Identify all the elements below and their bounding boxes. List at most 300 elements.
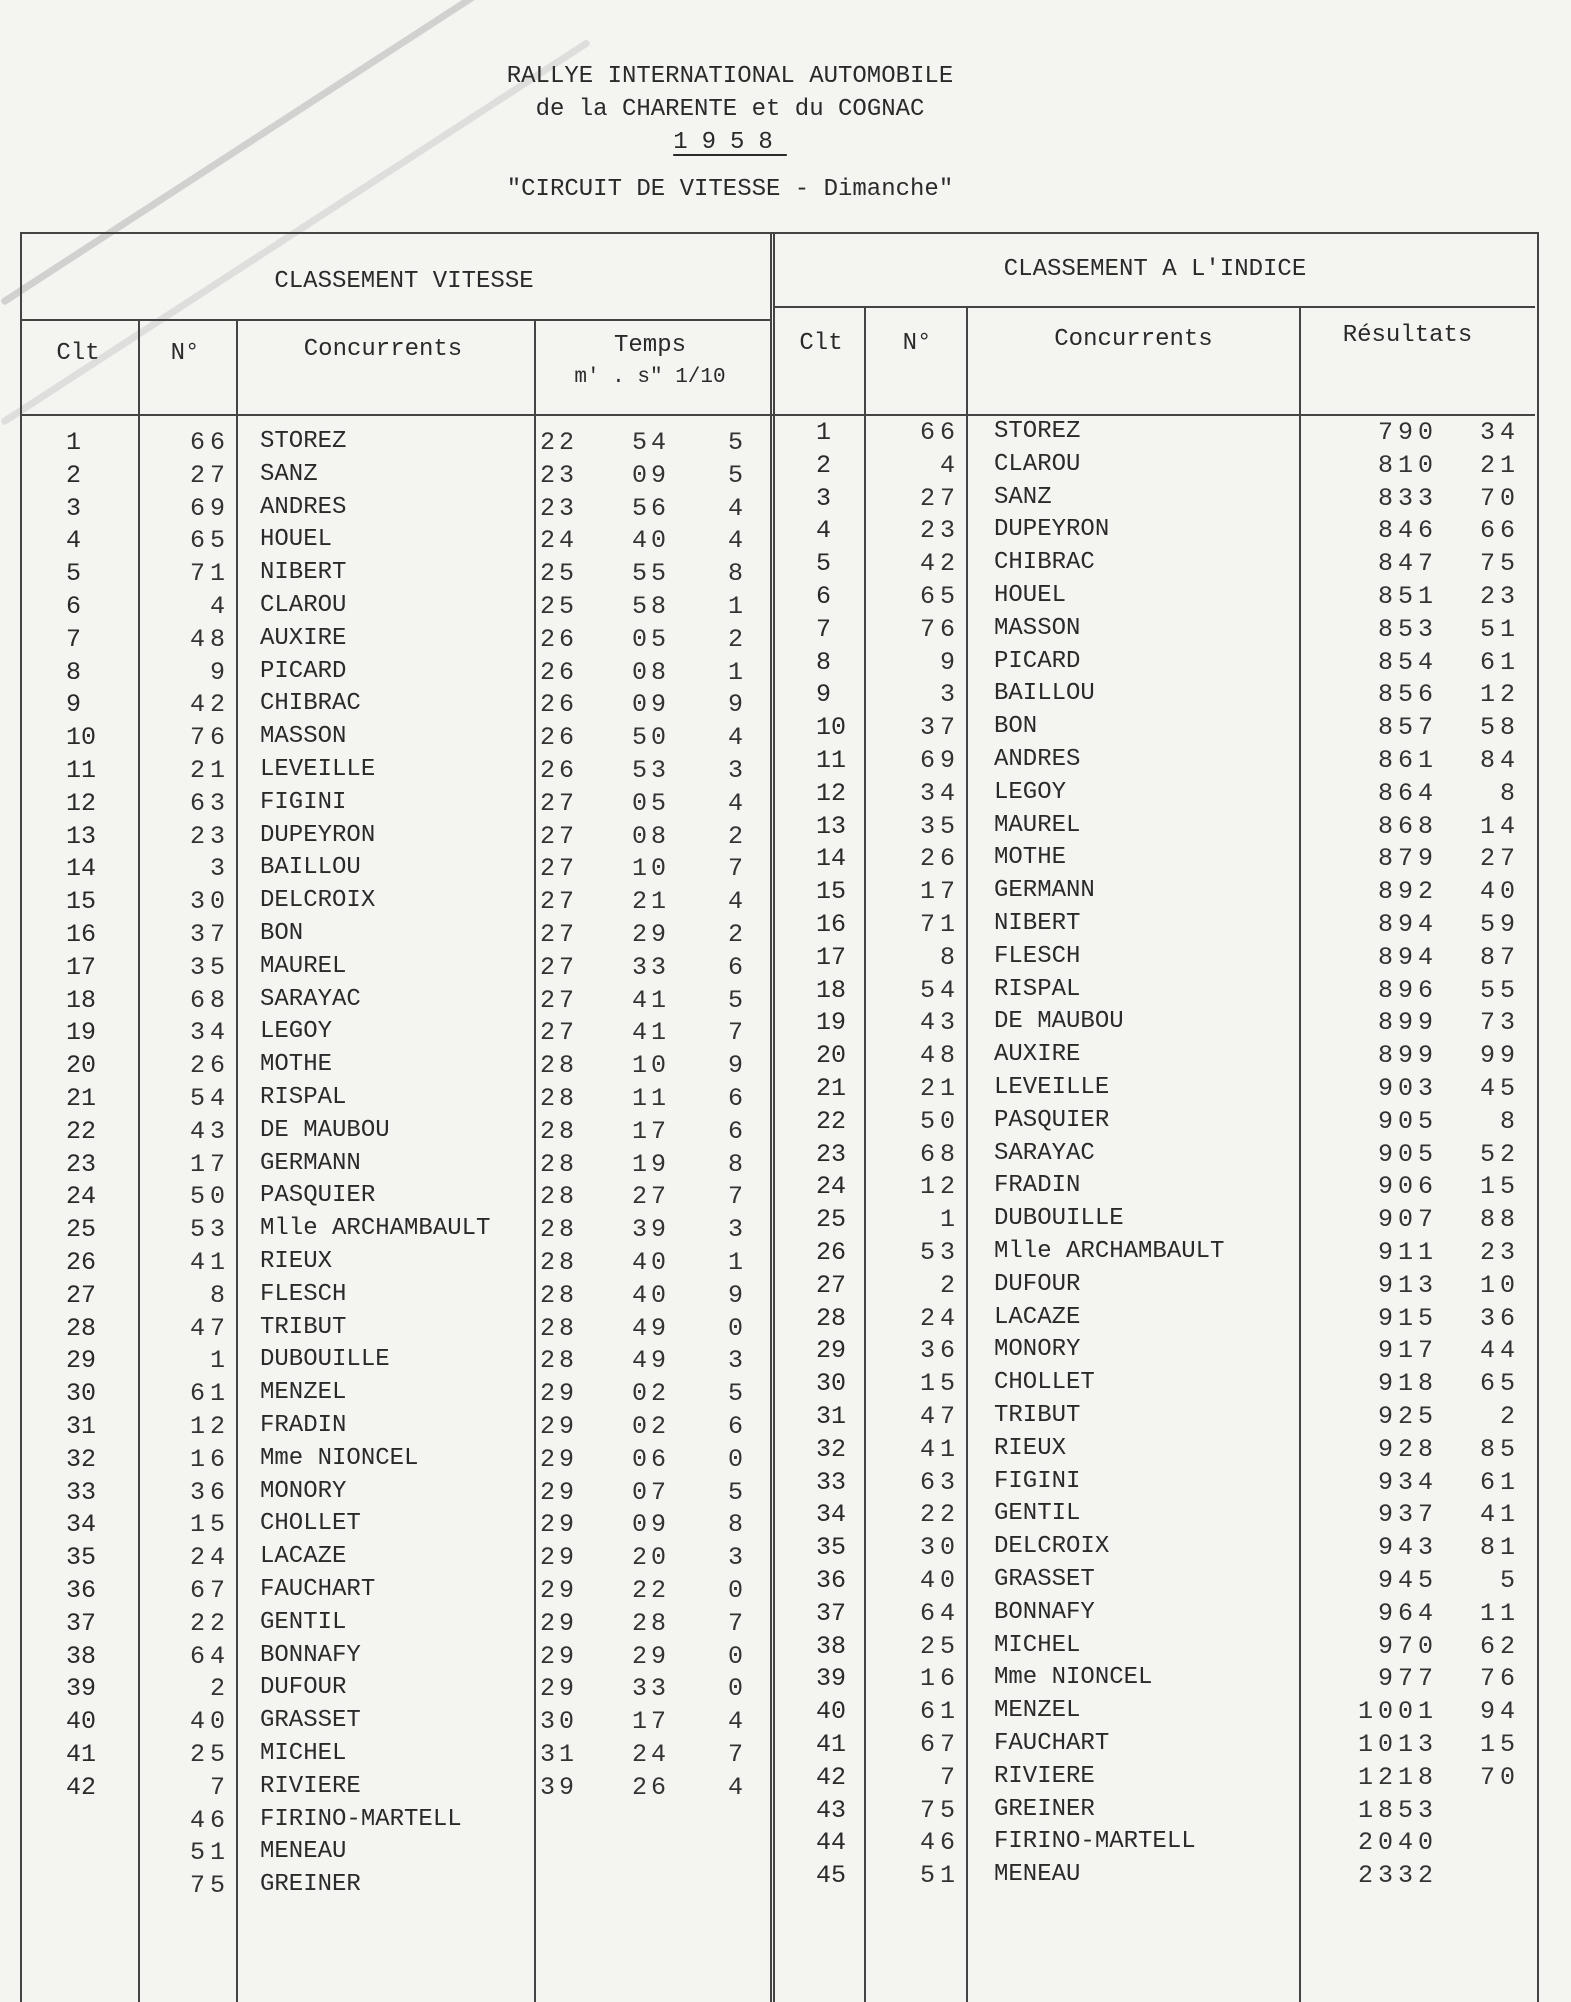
result-decimal-cell: 70 [1479, 1762, 1520, 1792]
time-seconds-cell: 33 [632, 1674, 671, 1704]
car-number-cell: 71 [189, 559, 230, 589]
competitor-name-cell: TRIBUT [260, 1313, 347, 1341]
car-number-cell: 34 [189, 1018, 230, 1048]
car-number-cell: 63 [919, 1467, 960, 1497]
car-number-cell: 15 [189, 1510, 230, 1540]
car-number-cell: 66 [189, 428, 230, 457]
rank-cell: 28 [66, 1313, 97, 1343]
left-section-title: CLASSEMENT VITESSE [274, 268, 534, 295]
car-number-cell: 40 [919, 1566, 960, 1595]
time-minutes-cell: 27 [540, 920, 579, 949]
right-header-no: N° [902, 330, 932, 357]
result-integer-cell: 864 [1377, 778, 1438, 808]
time-seconds-cell: 09 [632, 690, 671, 720]
time-tenths-cell: 1 [728, 592, 748, 621]
header-subtitle: "CIRCUIT DE VITESSE - Dimanche" [506, 176, 954, 203]
table-row [0, 1271, 1571, 1304]
rank-cell: 26 [816, 1238, 847, 1267]
time-minutes-cell: 26 [540, 756, 579, 785]
result-decimal-cell: 81 [1479, 1533, 1520, 1563]
time-minutes-cell: 39 [540, 1772, 579, 1802]
competitor-name-cell: STOREZ [260, 428, 347, 455]
competitor-name-cell: PASQUIER [994, 1106, 1110, 1134]
time-tenths-cell: 8 [728, 1149, 748, 1179]
rank-cell: 2 [66, 460, 82, 490]
rank-cell: 34 [66, 1510, 97, 1540]
result-integer-cell: 918 [1377, 1369, 1438, 1399]
result-integer-cell: 2040 [1357, 1828, 1438, 1858]
result-decimal-cell: 99 [1479, 1041, 1520, 1071]
section-title-divider-left [22, 319, 770, 321]
competitor-name-cell: RISPAL [260, 1084, 347, 1111]
car-number-cell: 26 [919, 844, 960, 874]
result-integer-cell: 853 [1377, 614, 1438, 644]
time-minutes-cell: 27 [540, 985, 579, 1015]
result-decimal-cell: 36 [1479, 1303, 1520, 1333]
competitor-name-cell: CHIBRAC [994, 549, 1095, 577]
result-integer-cell: 906 [1377, 1172, 1438, 1202]
rank-cell: 25 [816, 1205, 847, 1235]
time-seconds-cell: 05 [632, 624, 671, 654]
time-tenths-cell: 0 [728, 1641, 748, 1671]
time-tenths-cell: 6 [728, 1412, 748, 1441]
car-number-cell: 61 [919, 1697, 960, 1727]
rank-cell: 19 [66, 1018, 97, 1048]
right-header-resultats: Résultats [1342, 322, 1473, 349]
time-tenths-cell: 2 [728, 821, 748, 851]
competitor-name-cell: STOREZ [994, 418, 1081, 445]
time-minutes-cell: 28 [540, 1313, 579, 1343]
car-number-cell: 37 [189, 920, 230, 949]
result-decimal-cell: 15 [1479, 1172, 1520, 1202]
right-section-title: CLASSEMENT A L'INDICE [1003, 256, 1307, 283]
competitor-name-cell: FIGINI [260, 788, 347, 816]
car-number-cell: 23 [919, 516, 960, 546]
rank-cell: 42 [816, 1762, 847, 1792]
time-tenths-cell: 7 [728, 1018, 748, 1048]
rank-cell: 6 [816, 582, 832, 611]
result-integer-cell: 903 [1377, 1074, 1438, 1103]
time-seconds-cell: 02 [632, 1412, 671, 1441]
car-number-cell: 42 [189, 690, 230, 720]
car-number-cell: 75 [189, 1871, 230, 1901]
time-seconds-cell: 08 [632, 821, 671, 851]
header-line-2: de la CHARENTE et du COGNAC [535, 96, 925, 123]
column-header-divider [22, 414, 1535, 416]
car-number-cell: 54 [919, 975, 960, 1005]
time-tenths-cell: 4 [728, 1772, 748, 1802]
result-decimal-cell: 27 [1479, 844, 1520, 874]
result-integer-cell: 907 [1377, 1205, 1438, 1235]
competitor-name-cell: Mme NIONCEL [994, 1664, 1153, 1692]
car-number-cell: 36 [919, 1336, 960, 1366]
competitor-name-cell: ANDRES [994, 746, 1081, 773]
car-number-cell: 61 [189, 1379, 230, 1409]
result-decimal-cell: 41 [1479, 1500, 1520, 1530]
car-number-cell: 48 [919, 1041, 960, 1071]
time-seconds-cell: 54 [632, 428, 671, 457]
result-decimal-cell: 23 [1479, 582, 1520, 611]
result-integer-cell: 846 [1377, 516, 1438, 546]
car-number-cell: 43 [189, 1116, 230, 1146]
car-number-cell: 8 [939, 942, 960, 972]
time-minutes-cell: 29 [540, 1412, 579, 1441]
competitor-name-cell: MICHEL [260, 1740, 347, 1767]
header-year: 1958 [673, 129, 787, 156]
car-number-cell: 23 [189, 821, 230, 851]
table-row [0, 1566, 1571, 1599]
result-decimal-cell: 55 [1479, 975, 1520, 1005]
rank-cell: 11 [816, 746, 847, 775]
result-integer-cell: 1853 [1357, 1795, 1438, 1825]
car-number-cell: 17 [189, 1149, 230, 1179]
table-row [0, 1074, 1571, 1107]
table-row [0, 1336, 1571, 1369]
time-tenths-cell: 5 [728, 1379, 748, 1409]
left-header-concurrents: Concurrents [303, 336, 463, 363]
rank-cell: 10 [66, 723, 97, 753]
time-minutes-cell: 27 [540, 887, 579, 917]
result-decimal-cell: 8 [1499, 1106, 1520, 1136]
competitor-name-cell: GRASSET [260, 1707, 361, 1735]
competitor-name-cell: MENEAU [994, 1861, 1081, 1889]
competitor-name-cell: GENTIL [994, 1500, 1081, 1528]
competitor-name-cell: DE MAUBOU [994, 1008, 1124, 1036]
competitor-name-cell: LEVEILLE [994, 1074, 1110, 1101]
rank-cell: 12 [66, 788, 97, 818]
time-seconds-cell: 40 [632, 526, 671, 556]
competitor-name-cell: RISPAL [994, 975, 1081, 1003]
competitor-name-cell: MAUREL [994, 811, 1081, 839]
competitor-name-cell: MONORY [260, 1477, 347, 1505]
car-number-cell: 53 [919, 1238, 960, 1267]
result-integer-cell: 899 [1377, 1041, 1438, 1071]
competitor-name-cell: RIEUX [994, 1434, 1067, 1462]
rank-cell: 36 [66, 1576, 97, 1605]
time-tenths-cell: 9 [728, 1280, 748, 1310]
car-number-cell: 1 [939, 1205, 960, 1235]
result-integer-cell: 964 [1377, 1598, 1438, 1628]
rank-cell: 32 [66, 1444, 97, 1474]
result-integer-cell: 879 [1377, 844, 1438, 874]
car-number-cell: 67 [189, 1576, 230, 1605]
time-tenths-cell: 6 [728, 1116, 748, 1146]
car-number-cell: 68 [189, 985, 230, 1015]
result-integer-cell: 892 [1377, 877, 1438, 907]
result-decimal-cell: 52 [1479, 1139, 1520, 1169]
competitor-name-cell: AUXIRE [260, 624, 347, 652]
competitor-name-cell: BON [260, 920, 304, 947]
table-row [0, 910, 1571, 943]
time-seconds-cell: 49 [632, 1346, 671, 1376]
rank-cell: 22 [66, 1116, 97, 1146]
time-seconds-cell: 21 [632, 887, 671, 917]
result-integer-cell: 894 [1377, 942, 1438, 972]
competitor-name-cell: RIEUX [260, 1248, 333, 1275]
rank-cell: 17 [66, 952, 97, 982]
car-number-cell: 15 [919, 1369, 960, 1399]
car-number-cell: 65 [189, 526, 230, 556]
competitor-name-cell: GERMANN [260, 1149, 361, 1177]
result-decimal-cell: 75 [1479, 549, 1520, 579]
car-number-cell: 2 [209, 1674, 230, 1704]
result-integer-cell: 934 [1377, 1467, 1438, 1497]
time-tenths-cell: 5 [728, 428, 748, 457]
table-row [0, 1861, 1571, 1894]
result-decimal-cell: 58 [1479, 713, 1520, 743]
time-minutes-cell: 28 [540, 1248, 579, 1277]
car-number-cell: 67 [919, 1730, 960, 1759]
time-minutes-cell: 28 [540, 1346, 579, 1376]
time-minutes-cell: 28 [540, 1215, 579, 1245]
rank-cell: 37 [816, 1598, 847, 1628]
time-seconds-cell: 20 [632, 1543, 671, 1573]
rank-cell: 7 [816, 614, 832, 644]
competitor-name-cell: TRIBUT [994, 1402, 1081, 1429]
table-row [0, 1172, 1571, 1205]
time-tenths-cell: 7 [728, 1608, 748, 1638]
rank-cell: 14 [816, 844, 847, 874]
time-tenths-cell: 4 [728, 723, 748, 753]
table-row [0, 1730, 1571, 1763]
rank-cell: 5 [66, 559, 82, 589]
result-integer-cell: 905 [1377, 1139, 1438, 1169]
car-number-cell: 3 [939, 680, 960, 710]
competitor-name-cell: MAUREL [260, 952, 347, 980]
result-integer-cell: 856 [1377, 680, 1438, 710]
rank-cell: 26 [66, 1248, 97, 1277]
rank-cell: 3 [66, 493, 82, 523]
time-minutes-cell: 31 [540, 1740, 579, 1769]
time-seconds-cell: 41 [632, 985, 671, 1015]
rank-cell: 23 [816, 1139, 847, 1169]
rank-cell: 7 [66, 624, 82, 654]
time-tenths-cell: 4 [728, 526, 748, 556]
car-number-cell: 12 [189, 1412, 230, 1441]
time-tenths-cell: 7 [728, 1740, 748, 1769]
rank-cell: 8 [816, 647, 832, 677]
right-header-clt: Clt [799, 330, 843, 357]
rank-cell: 12 [816, 778, 847, 808]
competitor-name-cell: LEGOY [994, 778, 1067, 806]
time-minutes-cell: 29 [540, 1576, 579, 1605]
result-decimal-cell: 10 [1479, 1270, 1520, 1300]
competitor-name-cell: DUPEYRON [260, 821, 376, 849]
time-tenths-cell: 5 [728, 460, 748, 490]
car-number-cell: 21 [189, 756, 230, 785]
time-tenths-cell: 6 [728, 1084, 748, 1113]
competitor-name-cell: MICHEL [994, 1631, 1081, 1659]
table-row [0, 1369, 1571, 1402]
time-tenths-cell: 8 [728, 559, 748, 589]
rank-cell: 1 [66, 428, 82, 457]
table-row [0, 1435, 1571, 1468]
competitor-name-cell: CHIBRAC [260, 690, 361, 718]
time-seconds-cell: 17 [632, 1116, 671, 1146]
result-integer-cell: 833 [1377, 483, 1438, 513]
car-number-cell: 69 [919, 746, 960, 775]
time-tenths-cell: 4 [728, 887, 748, 917]
rank-cell: 4 [66, 526, 82, 556]
car-number-cell: 22 [919, 1500, 960, 1530]
car-number-cell: 1 [209, 1346, 230, 1376]
competitor-name-cell: PASQUIER [260, 1182, 376, 1210]
rank-cell: 15 [66, 887, 97, 917]
left-header-no: N° [170, 340, 200, 367]
time-minutes-cell: 26 [540, 690, 579, 720]
competitor-name-cell: AUXIRE [994, 1041, 1081, 1069]
time-tenths-cell: 4 [728, 1707, 748, 1737]
result-integer-cell: 928 [1377, 1434, 1438, 1464]
result-decimal-cell: 70 [1479, 483, 1520, 513]
competitor-name-cell: DUPEYRON [994, 516, 1110, 544]
competitor-name-cell: BONNAFY [260, 1641, 361, 1669]
time-minutes-cell: 27 [540, 952, 579, 982]
result-decimal-cell: 44 [1479, 1336, 1520, 1366]
competitor-name-cell: NIBERT [994, 910, 1081, 937]
table-row [0, 516, 1571, 549]
car-number-cell: 66 [919, 418, 960, 447]
time-minutes-cell: 26 [540, 723, 579, 753]
table-row [0, 1041, 1571, 1074]
result-integer-cell: 977 [1377, 1664, 1438, 1694]
rank-cell: 37 [66, 1608, 97, 1638]
car-number-cell: 64 [919, 1598, 960, 1628]
rank-cell: 30 [66, 1379, 97, 1409]
car-number-cell: 8 [209, 1280, 230, 1310]
rank-cell: 45 [816, 1861, 847, 1891]
car-number-cell: 9 [939, 647, 960, 677]
car-number-cell: 48 [189, 624, 230, 654]
time-seconds-cell: 29 [632, 920, 671, 949]
competitor-name-cell: FIRINO-MARTELL [260, 1805, 462, 1833]
time-tenths-cell: 0 [728, 1576, 748, 1605]
time-seconds-cell: 58 [632, 592, 671, 621]
time-minutes-cell: 29 [540, 1477, 579, 1507]
competitor-name-cell: HOUEL [260, 526, 333, 554]
table-row [0, 1205, 1571, 1238]
rank-cell: 15 [816, 877, 847, 907]
competitor-name-cell: MASSON [994, 614, 1081, 642]
rank-cell: 40 [66, 1707, 97, 1737]
car-number-cell: 51 [189, 1838, 230, 1868]
car-number-cell: 64 [189, 1641, 230, 1671]
competitor-name-cell: ANDRES [260, 493, 347, 521]
left-header-clt: Clt [56, 340, 100, 367]
car-number-cell: 71 [919, 910, 960, 939]
competitor-name-cell: Mlle ARCHAMBAULT [260, 1215, 491, 1243]
time-tenths-cell: 4 [728, 788, 748, 818]
result-decimal-cell: 62 [1479, 1631, 1520, 1661]
competitor-name-cell: BONNAFY [994, 1598, 1095, 1626]
rank-cell: 43 [816, 1795, 847, 1825]
time-tenths-cell: 7 [728, 854, 748, 884]
time-seconds-cell: 53 [632, 756, 671, 785]
time-seconds-cell: 27 [632, 1182, 671, 1212]
competitor-name-cell: HOUEL [994, 582, 1067, 609]
table-row [0, 1402, 1571, 1435]
result-decimal-cell: 23 [1479, 1238, 1520, 1267]
time-tenths-cell: 5 [728, 985, 748, 1015]
result-integer-cell: 943 [1377, 1533, 1438, 1563]
result-decimal-cell: 94 [1479, 1697, 1520, 1727]
rank-cell: 2 [816, 450, 832, 480]
rank-cell: 35 [816, 1533, 847, 1563]
car-number-cell: 76 [919, 614, 960, 644]
rank-cell: 24 [66, 1182, 97, 1212]
car-number-cell: 34 [919, 778, 960, 808]
car-number-cell: 4 [939, 450, 960, 480]
rank-cell: 14 [66, 854, 97, 884]
result-integer-cell: 1013 [1357, 1730, 1438, 1759]
car-number-cell: 54 [189, 1084, 230, 1113]
competitor-name-cell: DELCROIX [260, 887, 376, 915]
rank-cell: 13 [66, 821, 97, 851]
result-integer-cell: 854 [1377, 647, 1438, 677]
time-seconds-cell: 33 [632, 952, 671, 982]
competitor-name-cell: MOTHE [994, 844, 1067, 872]
rank-cell: 34 [816, 1500, 847, 1530]
competitor-name-cell: FIRINO-MARTELL [994, 1828, 1196, 1856]
time-tenths-cell: 1 [728, 657, 748, 687]
time-seconds-cell: 07 [632, 1477, 671, 1507]
time-seconds-cell: 26 [632, 1772, 671, 1802]
time-seconds-cell: 55 [632, 559, 671, 589]
competitor-name-cell: DUBOUILLE [994, 1205, 1124, 1233]
result-integer-cell: 937 [1377, 1500, 1438, 1530]
time-seconds-cell: 17 [632, 1707, 671, 1737]
result-integer-cell: 911 [1377, 1238, 1438, 1267]
result-integer-cell: 899 [1377, 1008, 1438, 1038]
result-decimal-cell: 85 [1479, 1434, 1520, 1464]
result-integer-cell: 913 [1377, 1270, 1438, 1300]
left-header-temps-units: m' . s" 1/10 [574, 366, 726, 389]
time-tenths-cell: 0 [728, 1444, 748, 1474]
competitor-name-cell: FLESCH [260, 1280, 347, 1308]
competitor-name-cell: DELCROIX [994, 1533, 1110, 1561]
result-integer-cell: 917 [1377, 1336, 1438, 1366]
competitor-name-cell: SARAYAC [994, 1139, 1095, 1167]
rank-cell: 20 [66, 1051, 97, 1081]
car-number-cell: 43 [919, 1008, 960, 1038]
car-number-cell: 47 [189, 1313, 230, 1343]
table-row [0, 812, 1571, 845]
result-decimal-cell: 12 [1479, 680, 1520, 710]
rank-cell: 31 [816, 1402, 847, 1431]
rank-cell: 38 [66, 1641, 97, 1671]
rank-cell: 11 [66, 756, 97, 785]
car-number-cell: 41 [919, 1434, 960, 1464]
table-row [0, 1140, 1571, 1173]
competitor-name-cell: FLESCH [994, 942, 1081, 970]
time-minutes-cell: 28 [540, 1116, 579, 1146]
competitor-name-cell: GRASSET [994, 1566, 1095, 1593]
time-minutes-cell: 28 [540, 1182, 579, 1212]
time-minutes-cell: 26 [540, 624, 579, 654]
result-decimal-cell: 61 [1479, 1467, 1520, 1497]
time-minutes-cell: 22 [540, 428, 579, 457]
table-row [0, 1533, 1571, 1566]
competitor-name-cell: DUBOUILLE [260, 1346, 390, 1374]
competitor-name-cell: MOTHE [260, 1051, 333, 1079]
table-row [0, 976, 1571, 1009]
car-number-cell: 68 [919, 1139, 960, 1169]
competitor-name-cell: GREINER [260, 1871, 361, 1899]
car-number-cell: 16 [189, 1444, 230, 1474]
table-row [0, 648, 1571, 681]
car-number-cell: 9 [209, 657, 230, 687]
rank-cell: 41 [66, 1740, 97, 1769]
